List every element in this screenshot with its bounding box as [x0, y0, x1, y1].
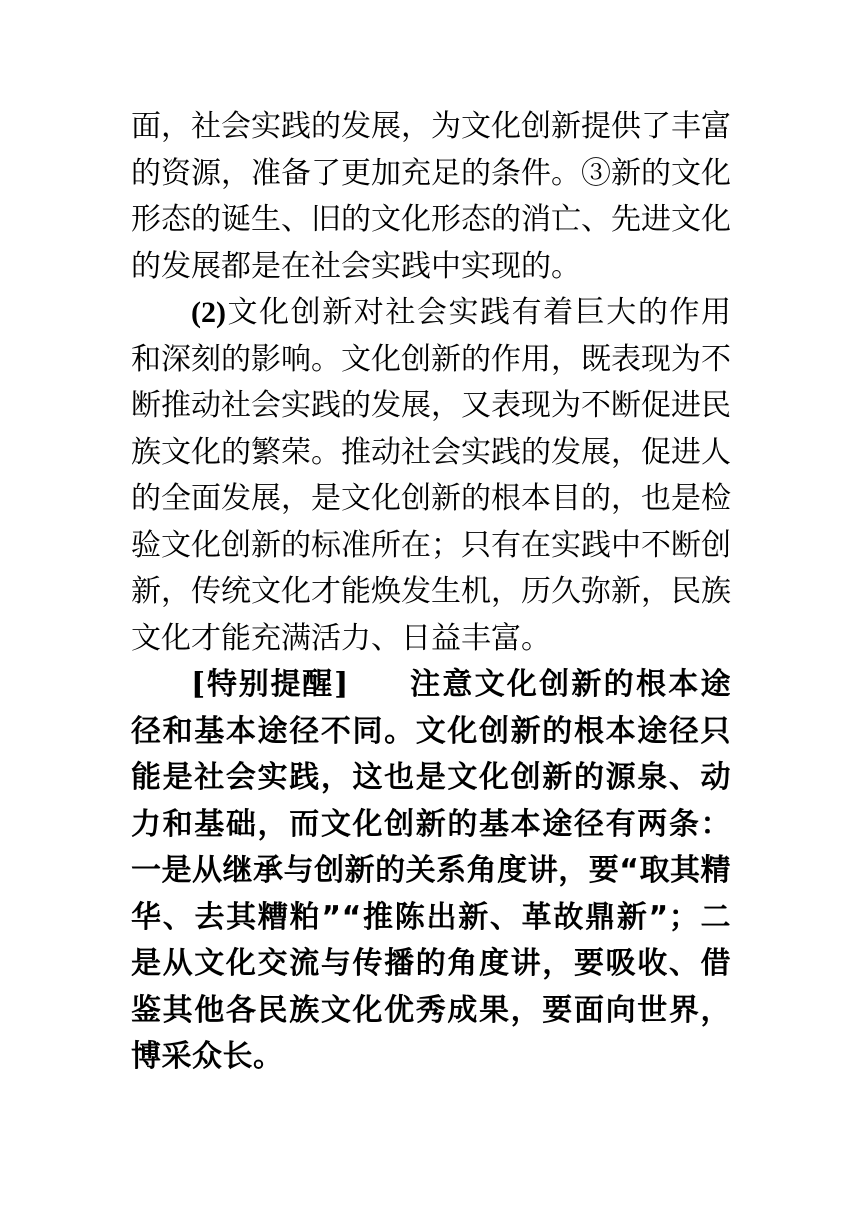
special-reminder-text: 注意文化创新的根本途径和基本途径不同。文化创新的根本途径只能是社会实践，这也是文化创新的源泉、动力和基础，而文化创新的基本途径有两条：一是从继承与创新的关系角度讲，要“取其精华、去其糟粕”“推陈出新、革故鼎新”；二是从文化交流与传播的角度讲，要吸收、借鉴其他各民族文化优秀成果，要面向世界，博采众长。 [131, 667, 732, 1074]
special-reminder-note [131, 662, 731, 1081]
paragraph-2 [131, 290, 731, 662]
paragraph-2-text: 文化创新对社会实践有着巨大的作用和深刻的影响。文化创新的作用，既表现为不断推动社会实践的发展，又表现为不断促进民族文化的繁荣。推动社会实践的发展，促进人的全面发展，是文化创新的根本目的，也是检验文化创新的标准所在；只有在实践中不断创新，传统文化才能焕发生机，历久弥新，民族文化才能充满活力、日益丰富。 [131, 295, 731, 656]
document-page [131, 104, 731, 1081]
paragraph-2-number: (2) [191, 296, 226, 329]
special-reminder-label: [特别提醒] [191, 667, 349, 702]
paragraph-1: 面，社会实践的发展，为文化创新提供了丰富的资源，准备了更加充足的条件。③新的文化形态的诞生、旧的文化形态的消亡、先进文化的发展都是在社会实践中实现的。 [131, 109, 731, 284]
